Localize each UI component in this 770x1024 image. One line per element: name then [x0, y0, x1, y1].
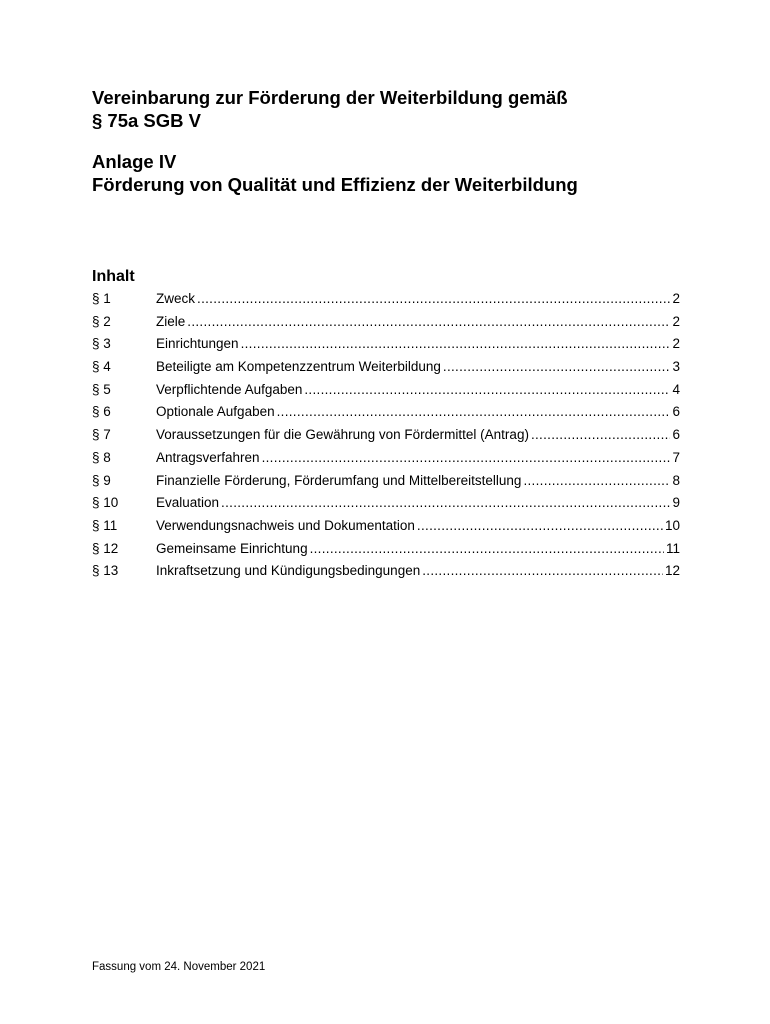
toc-entry-title[interactable]: Beteiligte am Kompetenzzentrum Weiterbildung	[156, 359, 441, 375]
toc-entry[interactable]	[92, 333, 680, 356]
toc-entry-number: § 9	[92, 472, 111, 488]
toc-entry[interactable]	[92, 356, 680, 379]
toc-entry-title[interactable]: Zweck	[156, 291, 196, 306]
toc-entry[interactable]	[92, 538, 680, 561]
toc-dot-leader	[187, 311, 670, 334]
toc-entry-number: § 5	[92, 381, 111, 397]
annex-title	[92, 150, 692, 196]
toc-entry-title[interactable]: Verpflichtende Aufgaben	[156, 381, 303, 397]
toc-entry[interactable]	[92, 447, 680, 470]
toc-entry-title[interactable]: Antragsverfahren	[156, 449, 260, 465]
annex-title-line-2: Förderung von Qualität und Effizienz der Weiterbildung	[92, 174, 578, 195]
toc-entry[interactable]	[92, 288, 680, 311]
toc-entry-number: § 11	[92, 517, 118, 533]
toc-entry-page[interactable]: 8	[672, 472, 680, 488]
toc-entry-page[interactable]: 6	[672, 427, 680, 443]
toc-entry-page[interactable]: 4	[672, 381, 680, 397]
toc-entry[interactable]	[92, 515, 680, 538]
document-title-line-2: § 75a SGB V	[92, 110, 202, 131]
toc-entry-page[interactable]: 3	[672, 359, 680, 375]
toc-entry[interactable]	[92, 470, 680, 493]
document-title	[92, 86, 692, 132]
toc-dot-leader	[310, 538, 664, 561]
toc-entry-page[interactable]: 9	[672, 495, 680, 511]
toc-entry-title[interactable]: Einrichtungen	[156, 336, 239, 352]
toc-entry[interactable]	[92, 401, 680, 424]
toc-dot-leader	[221, 492, 670, 515]
toc-entry-number: § 6	[92, 404, 111, 420]
toc-dot-leader	[304, 379, 670, 402]
toc-entry-title[interactable]: Evaluation	[156, 495, 220, 511]
toc-entry-page[interactable]: 2	[672, 336, 680, 352]
toc-entry-number: § 12	[92, 540, 119, 556]
toc-entry-page[interactable]: 12	[664, 563, 680, 579]
toc-entry-title[interactable]: Inkraftsetzung und Kündigungsbedingungen	[156, 563, 421, 579]
toc-entry-number: § 8	[92, 449, 111, 465]
toc-dot-leader	[531, 424, 671, 447]
toc-entry-number: § 3	[92, 336, 111, 352]
toc-dot-leader	[262, 447, 671, 470]
toc-entry-title[interactable]: Verwendungsnachweis und Dokumentation	[156, 517, 415, 533]
toc-entry-title[interactable]: Voraussetzungen für die Gewährung von Fördermittel (Antrag)	[156, 427, 529, 443]
toc-entry-page[interactable]: 2	[672, 313, 680, 329]
toc-entry-number: § 7	[92, 427, 111, 443]
toc-dot-leader	[241, 333, 671, 356]
annex-title-line-1: Anlage IV	[92, 151, 177, 172]
toc-dot-leader	[422, 560, 663, 583]
toc-entry-page[interactable]: 7	[672, 449, 680, 465]
toc-dot-leader	[443, 356, 671, 379]
toc-entry-page[interactable]: 6	[672, 404, 680, 420]
toc-dot-leader	[417, 515, 663, 538]
toc-entry-title[interactable]: Optionale Aufgaben	[156, 404, 275, 420]
toc-entry-page[interactable]: 10	[664, 517, 680, 533]
toc-heading: Inhalt	[92, 268, 135, 285]
toc-entry[interactable]	[92, 560, 680, 583]
toc-entry[interactable]	[92, 379, 680, 402]
toc-entry-number: § 10	[92, 495, 119, 511]
toc-dot-leader	[197, 288, 670, 311]
toc-entry[interactable]	[92, 424, 680, 447]
toc-dot-leader	[277, 401, 671, 424]
toc-entry-number: § 2	[92, 313, 111, 329]
table-of-contents	[92, 288, 680, 583]
toc-entry-number: § 1	[92, 291, 111, 306]
toc-entry-number: § 4	[92, 359, 111, 375]
toc-entry-title[interactable]: Gemeinsame Einrichtung	[156, 540, 308, 556]
toc-entry-title[interactable]: Finanzielle Förderung, Förderumfang und Mittelbereitstellung	[156, 472, 522, 488]
document-version-footer: Fassung vom 24. November 2021	[92, 961, 266, 973]
toc-entry[interactable]	[92, 311, 680, 334]
toc-dot-leader	[523, 470, 670, 493]
toc-entry-page[interactable]: 2	[672, 291, 680, 306]
toc-entry-number: § 13	[92, 563, 119, 579]
document-title-line-1: Vereinbarung zur Förderung der Weiterbildung gemäß	[92, 87, 568, 108]
toc-entry-title[interactable]: Ziele	[156, 313, 186, 329]
toc-entry[interactable]	[92, 492, 680, 515]
toc-entry-page[interactable]: 11	[665, 540, 680, 556]
